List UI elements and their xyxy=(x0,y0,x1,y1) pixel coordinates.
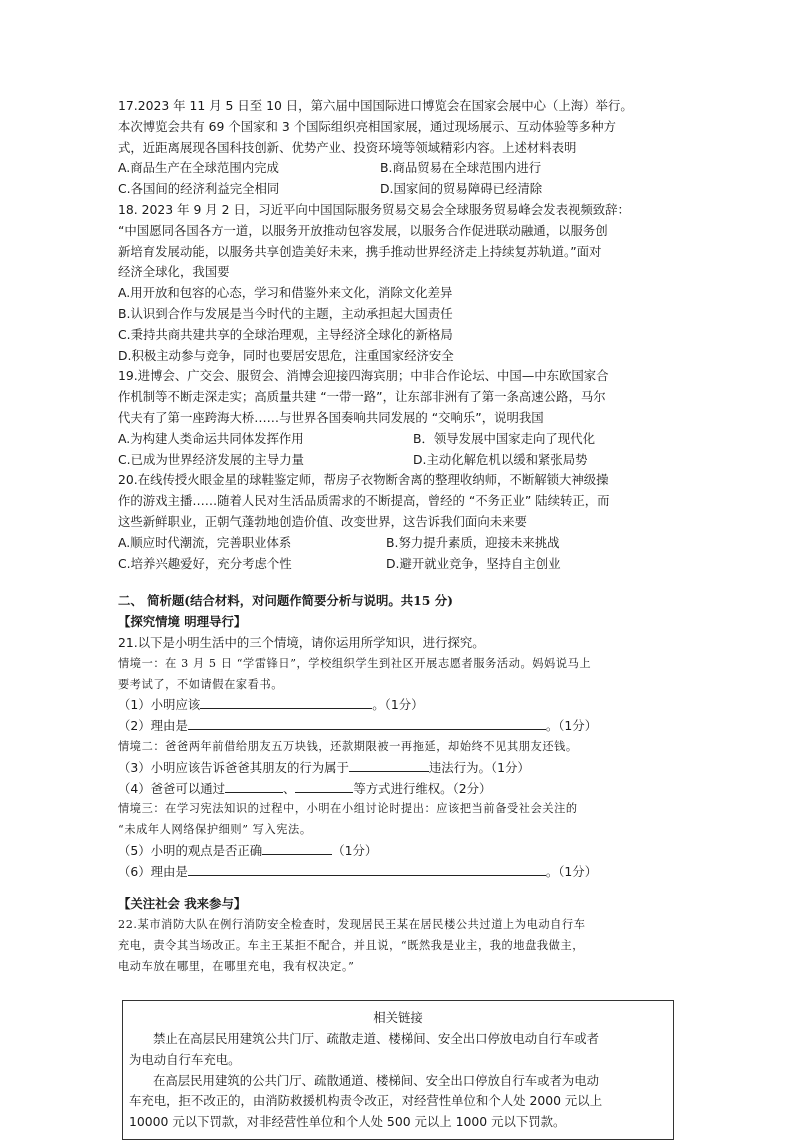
q18-line-4: 经济全球化，我国要 xyxy=(118,264,230,280)
q20-line-3: 这些新鲜职业，正朝气蓬勃地创造价值、改变世界，这告诉我们面向未来要 xyxy=(118,513,527,529)
answer-blank-2[interactable] xyxy=(188,716,546,730)
q21-part-4-separator: 、 xyxy=(283,780,296,796)
answer-blank-1[interactable] xyxy=(200,695,372,709)
section-tag-society: 【关注社会 我来参与】 xyxy=(118,896,247,912)
q21-part-1-score: 。（1分） xyxy=(372,697,424,713)
q17-option-c: C.各国间的经济利益完全相同 xyxy=(118,181,280,197)
q19-line-2: 作机制等不断走深走实；高质量共建 “一带一路”，让东部非洲有了第一条高速公路，马尔 xyxy=(118,389,606,405)
answer-blank-3[interactable] xyxy=(349,758,429,772)
q21-scenario-3-line-1: 情境三：在学习宪法知识的过程中，小明在小组讨论时提出：应该把当前备受社会关注的 xyxy=(118,802,578,816)
q22-line-1: 22.某市消防大队在例行消防安全检查时，发现居民王某在居民楼公共过道上为电动自行车 xyxy=(118,918,586,932)
related-links-box xyxy=(122,1000,674,1140)
q21-scenario-3-line-2: “未成年人网络保护细则” 写入宪法。 xyxy=(118,823,312,837)
answer-blank-6[interactable] xyxy=(188,862,546,876)
section-tag-explore: 【探究情境 明理导行】 xyxy=(118,614,247,630)
q19-options-cd xyxy=(118,450,684,471)
q17-options-cd xyxy=(118,179,684,200)
q21-intro: 21.以下是小明生活中的三个情境，请你运用所学知识，进行探究。 xyxy=(118,634,485,650)
q17-line-2: 本次博览会共有 69 个国家和 3 个国际组织亮相国家展，通过现场展示、互动体验等多种方 xyxy=(118,118,616,134)
q21-part-3-score: 违法行为。（1分） xyxy=(428,759,530,775)
answer-blank-5[interactable] xyxy=(262,841,332,855)
q21-part-4-score: 等方式进行维权。（2分） xyxy=(353,780,492,796)
q20-option-a: A.顺应时代潮流，完善职业体系 xyxy=(118,534,292,550)
q18-option-b: B.认识到合作与发展是当今时代的主题，主动承担起大国责任 xyxy=(118,305,453,321)
q18-line-2: “中国愿同各国各方一道，以服务开放推动包容发展，以服务合作促进联动融通，以服务创 xyxy=(118,222,608,238)
q21-part-5 xyxy=(118,841,684,862)
q21-part-1-prompt: （1）小明应该 xyxy=(118,697,201,713)
q21-scenario-1-line-2: 要考试了，不如请假在家看书。 xyxy=(118,677,284,691)
q18-option-a: A.用开放和包容的心态，学习和借鉴外来文化，消除文化差异 xyxy=(118,285,453,301)
q21-part-6-prompt: （6）理由是 xyxy=(118,863,188,879)
q22-line-3: 电动车放在哪里，在哪里充电，我有权决定。” xyxy=(118,959,355,973)
q21-part-2-prompt: （2）理由是 xyxy=(118,718,188,734)
q21-part-6-score: 。（1分） xyxy=(545,863,598,879)
q19-options-ab xyxy=(118,429,684,450)
q19-line-1: 19.进博会、广交会、服贸会、消博会迎接四海宾朋；中非合作论坛、中国—中东欧国家合 xyxy=(118,368,609,384)
q21-part-4-prompt: （4）爸爸可以通过 xyxy=(118,780,226,796)
answer-blank-4b[interactable] xyxy=(295,779,353,793)
q18-line-3: 新培育发展动能，以服务共享创造美好未来，携手推动世界经济走上持续复苏轨道。”面对 xyxy=(118,243,602,259)
related-links-title: 相关链接 xyxy=(373,1010,423,1025)
related-links-para-1-line-1: 禁止在高层民用建筑公共门厅、疏散走道、楼梯间、安全出口停放电动自行车或者 xyxy=(153,1031,600,1046)
answer-blank-4a[interactable] xyxy=(225,779,283,793)
q20-option-c: C.培养兴趣爱好，充分考虑个性 xyxy=(118,555,292,571)
related-links-para-2-line-3: 10000 元以下罚款，对非经营性单位和个人处 500 元以上 1000 元以下罚款。 xyxy=(129,1114,566,1130)
q21-scenario-2: 情境二：爸爸两年前借给朋友五万块钱，还款期限被一再拖延，却始终不见其朋友还钱。 xyxy=(118,739,578,753)
spacer xyxy=(118,882,684,894)
q20-options-cd xyxy=(118,554,684,575)
q21-part-2 xyxy=(118,716,684,737)
q19-option-b: B．领导发展中国家走向了现代化 xyxy=(413,430,595,446)
q19-option-c: C.已成为世界经济发展的主导力量 xyxy=(118,451,305,467)
q21-part-2-score: 。（1分） xyxy=(545,718,598,734)
q20-option-b: B.努力提升素质，迎接未来挑战 xyxy=(386,534,560,550)
q21-part-3 xyxy=(118,758,684,779)
q20-options-ab xyxy=(118,533,684,554)
related-links-para-2-line-1: 在高层民用建筑的公共门厅、疏散通道、楼梯间、安全出口停放自行车或者为电动 xyxy=(153,1072,600,1088)
q17-option-d: D.国家间的贸易障碍已经清除 xyxy=(380,181,543,197)
q18-option-d: D.积极主动参与竞争，同时也要居安思危，注重国家经济安全 xyxy=(118,347,454,363)
q18-option-c: C.秉持共商共建共享的全球治理观，主导经济全球化的新格局 xyxy=(118,326,453,342)
section-2-heading: 二、 简析题(结合材料，对问题作简要分析与说明。共15 分) xyxy=(118,593,453,609)
q20-line-1: 20.在线传授火眼金星的球鞋鉴定师，帮房子衣物断舍离的整理收纳师，不断解锁大神级操 xyxy=(118,472,609,488)
related-links-para-2-line-2: 车充电，拒不改正的，由消防救援机构责令改正，对经营性单位和个人处 2000 元以上 xyxy=(129,1093,603,1109)
q20-option-d: D.避开就业竞争，坚持自主创业 xyxy=(386,555,561,571)
q17-line-3: 式，近距离展现各国科技创新、优势产业、投资环境等领域精彩内容。上述材料表明 xyxy=(118,139,577,155)
q21-part-6 xyxy=(118,862,684,883)
q21-part-4 xyxy=(118,779,684,800)
q17-line-1: 17.2023 年 11 月 5 日至 10 日，第六届中国国际进口博览会在国家会展中心（上海）举行。 xyxy=(118,98,633,113)
q21-part-5-score: （1分） xyxy=(332,842,378,858)
q17-option-b: B.商品贸易在全球范围内进行 xyxy=(380,160,542,176)
q21-part-5-prompt: （5）小明的观点是否正确 xyxy=(118,842,263,858)
q17-option-a: A.商品生产在全球范围内完成 xyxy=(118,160,279,176)
q21-part-1 xyxy=(118,695,684,716)
q21-part-3-prompt: （3）小明应该告诉爸爸其朋友的行为属于 xyxy=(118,759,349,775)
related-links-para-1-line-2: 为电动自行车充电。 xyxy=(129,1051,241,1067)
q20-line-2: 作的游戏主播……随着人民对生活品质需求的不断提高，曾经的 “不务正业” 陆续转正，而 xyxy=(118,493,610,509)
q18-line-1: 18. 2023 年 9 月 2 日，习近平向中国国际服务贸易交易会全球服务贸易峰会发表视频致辞： xyxy=(118,201,630,217)
q19-line-3: 代夫有了第一座跨海大桥……与世界各国奏响共同发展的 “交响乐”，说明我国 xyxy=(118,409,544,425)
q17-options-ab xyxy=(118,158,684,179)
spacer xyxy=(118,574,684,591)
q22-line-2: 充电，责令其当场改正。车主王某拒不配合，并且说，“既然我是业主，我的地盘我做主， xyxy=(118,939,585,953)
q21-scenario-1-line-1: 情境一：在 3 月 5 日 “学雷锋日”，学校组织学生到社区开展志愿者服务活动。妈妈说马上 xyxy=(118,656,592,670)
q19-option-d: D.主动化解危机以缓和紧张局势 xyxy=(413,451,588,467)
question-content xyxy=(118,96,684,978)
q19-option-a: A.为构建人类命运共同体发挥作用 xyxy=(118,430,304,446)
